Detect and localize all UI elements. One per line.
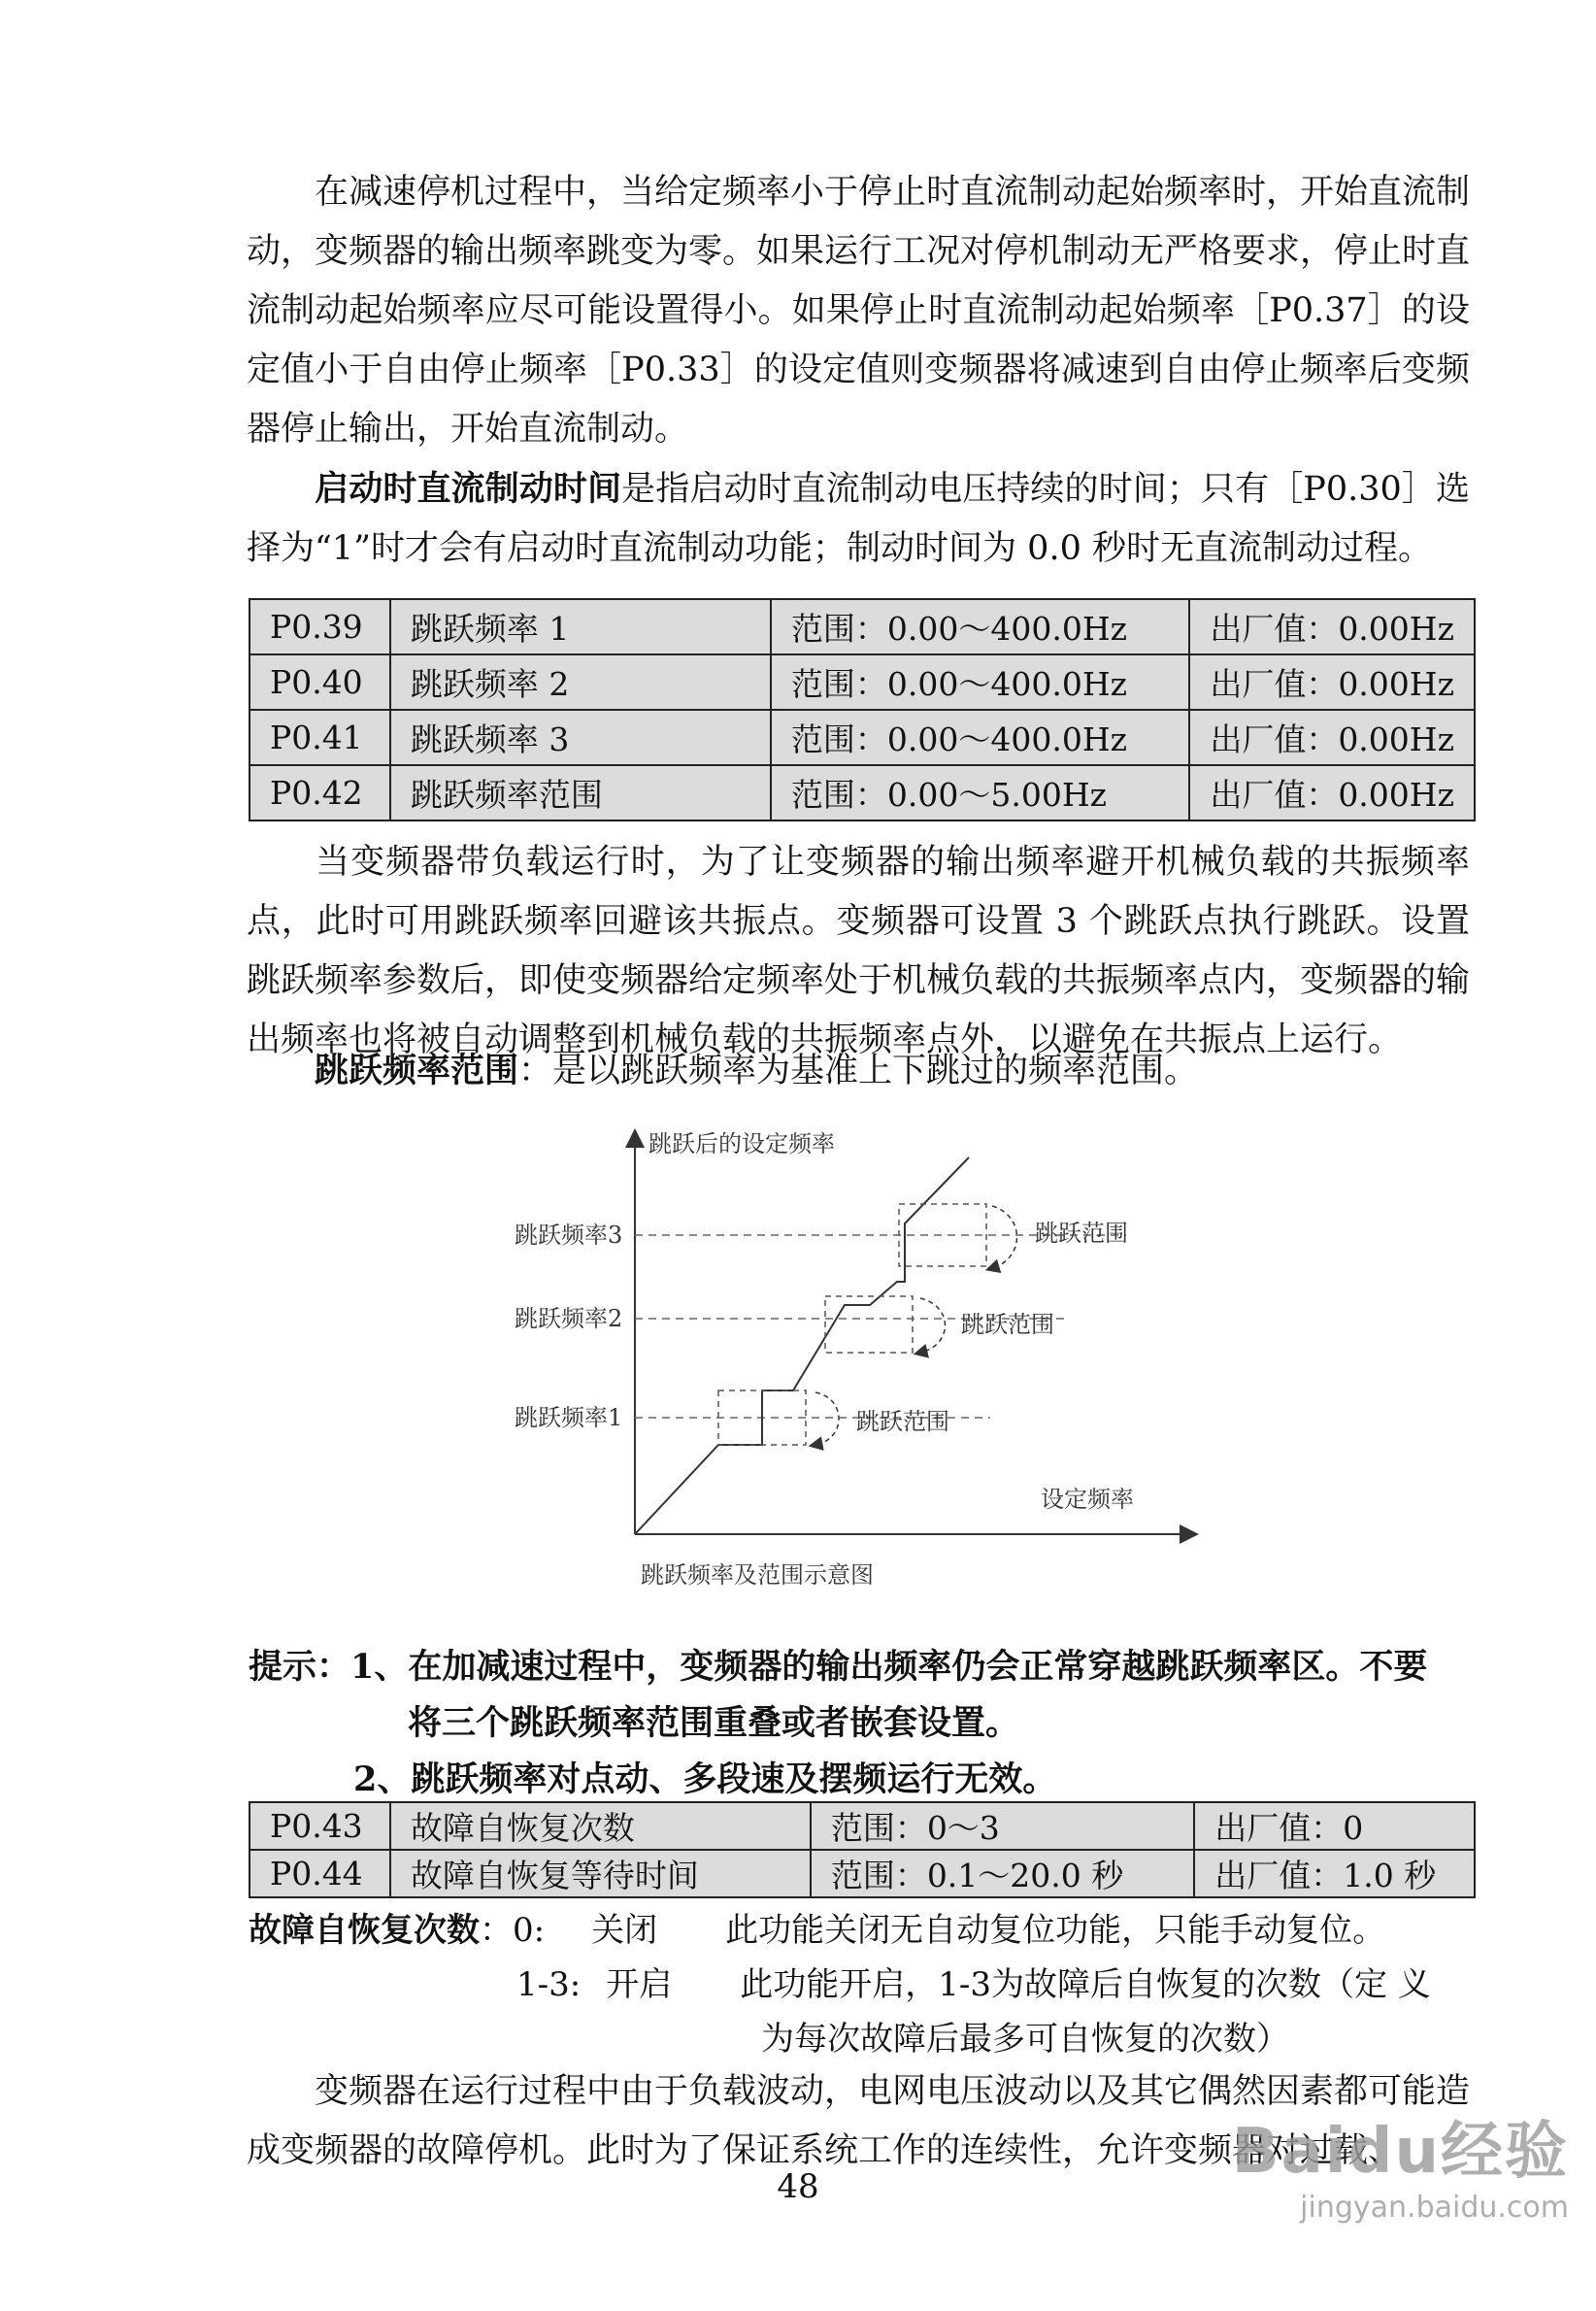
- table1-row: [249, 654, 1475, 710]
- range-label-3: 跳跃范围: [1035, 1220, 1128, 1247]
- x-axis-label: 设定频率: [1041, 1486, 1134, 1513]
- param-range: 范围：0.00～400.0Hz: [771, 599, 1189, 654]
- param-range: 范围：0.00～400.0Hz: [771, 710, 1189, 765]
- param-name: 跳跃频率 3: [390, 710, 771, 765]
- param-code: P0.42: [249, 765, 390, 821]
- level-label-2: 跳跃频率2: [515, 1305, 623, 1332]
- paragraph-fault-recovery: 变频器在运行过程中由于负载波动，电网电压波动以及其它偶然因素都可能造成变频器的故障停机。此时为了保证系统工作的连续性，允许变频器对过载、: [247, 2072, 1471, 2170]
- baidu-logo: Baidu经验: [1231, 2116, 1569, 2188]
- param-code: P0.43: [249, 1802, 390, 1850]
- range-label-1: 跳跃范围: [856, 1408, 949, 1435]
- paragraph-skip-frequency: 当变频器带负载运行时，为了让变频器的输出频率避开机械负载的共振频率点，此时可用跳跃频率回避该共振点。变频器可设置 3 个跳跃点执行跳跃。设置跳跃频率参数后，即使变频器给定频率处于机械负载的共振频率点内，变频器的输出频率也将被自动调整到机械负载的共振频率点外，以避免在共振点上运行。: [247, 843, 1471, 1059]
- tip-line-3: 2、跳跃频率对点动、多段速及摆频运行无效。: [353, 1759, 1057, 1799]
- param-name: 跳跃频率 2: [390, 654, 771, 710]
- fault-recovery-row-0: 故障自恢复次数：0: 关闭 此功能关闭无自动复位功能，只能手动复位。: [249, 1911, 1386, 1950]
- level-label-1: 跳跃频率1: [515, 1404, 623, 1431]
- term-skip-range: 跳跃频率范围: [315, 1051, 519, 1090]
- watermark-url: jingyan.baidu.com: [1300, 2191, 1569, 2225]
- param-range: 范围：0.00～400.0Hz: [771, 654, 1189, 710]
- fault-recovery-row-1: 1-3: 开启 此功能开启，1-3为故障后自恢复的次数（定 义: [516, 1965, 1431, 2004]
- tip-line-2: 将三个跳跃频率范围重叠或者嵌套设置。: [408, 1703, 1020, 1743]
- paragraph-dc-braking-start: 启动时直流制动时间是指启动时直流制动电压持续的时间；只有［P0.30］选择为“1”时才会有启动时直流制动功能；制动时间为 0.0 秒时无直流制动过程。: [247, 469, 1470, 568]
- param-default: 出厂值：0.00Hz: [1189, 765, 1475, 821]
- term-start-dc-braking-time: 启动时直流制动时间: [315, 469, 622, 509]
- paragraph-skip-range: 跳跃频率范围：是以跳跃频率为基准上下跳过的频率范围。: [315, 1051, 1199, 1090]
- param-default: 出厂值：0.00Hz: [1189, 710, 1475, 765]
- param-code: P0.39: [249, 599, 390, 654]
- table2-row: [249, 1850, 1475, 1897]
- level-label-3: 跳跃频率3: [515, 1222, 623, 1249]
- param-default: 出厂值：0.00Hz: [1189, 599, 1475, 654]
- param-name: 故障自恢复等待时间: [390, 1850, 811, 1897]
- skip-frequency-diagram: [485, 1117, 1243, 1602]
- param-default: 出厂值：1.0 秒: [1194, 1850, 1475, 1897]
- range-label-2: 跳跃范围: [961, 1311, 1054, 1338]
- table1-row: [249, 765, 1475, 821]
- param-code: P0.40: [249, 654, 390, 710]
- param-code: P0.41: [249, 710, 390, 765]
- fault-recovery-row-1-cont: 为每次故障后最多可自恢复的次数）: [761, 2020, 1289, 2059]
- page-number: 48: [777, 2167, 819, 2206]
- param-range: 范围：0.00～5.00Hz: [771, 765, 1189, 821]
- table1-row: [249, 599, 1475, 654]
- param-default: 出厂值：0: [1194, 1802, 1475, 1850]
- table1-row: [249, 710, 1475, 765]
- param-code: P0.44: [249, 1850, 390, 1897]
- tip-line-1: 提示：1、在加减速过程中，变频器的输出频率仍会正常穿越跳跃频率区。不要: [249, 1647, 1428, 1687]
- param-default: 出厂值：0.00Hz: [1189, 654, 1475, 710]
- param-name: 跳跃频率范围: [390, 765, 771, 821]
- term-fault-recovery-count: 故障自恢复次数: [249, 1911, 480, 1950]
- param-table-skip-frequency: [249, 598, 1476, 821]
- param-range: 范围：0.1～20.0 秒: [811, 1850, 1194, 1897]
- table2-row: [249, 1802, 1475, 1850]
- baidu-jingyan-watermark: [1232, 2101, 1569, 2225]
- paragraph-dc-braking-stop: 在减速停机过程中，当给定频率小于停止时直流制动起始频率时，开始直流制动，变频器的输出频率跳变为零。如果运行工况对停机制动无严格要求，停止时直流制动起始频率应尽可能设置得小。如果停止时直流制动起始频率［P0.37］的设定值小于自由停止频率［P0.33］的设定值则变频器将减速到自由停止频率后变频器停止输出，开始直流制动。: [247, 173, 1471, 449]
- param-table-fault-recovery: [249, 1801, 1476, 1898]
- param-name: 故障自恢复次数: [390, 1802, 811, 1850]
- param-name: 跳跃频率 1: [390, 599, 771, 654]
- output-frequency-curve: [635, 1157, 969, 1534]
- y-axis-label: 跳跃后的设定频率: [648, 1130, 835, 1157]
- diagram-caption: 跳跃频率及范围示意图: [641, 1561, 874, 1589]
- param-range: 范围：0～3: [811, 1802, 1194, 1850]
